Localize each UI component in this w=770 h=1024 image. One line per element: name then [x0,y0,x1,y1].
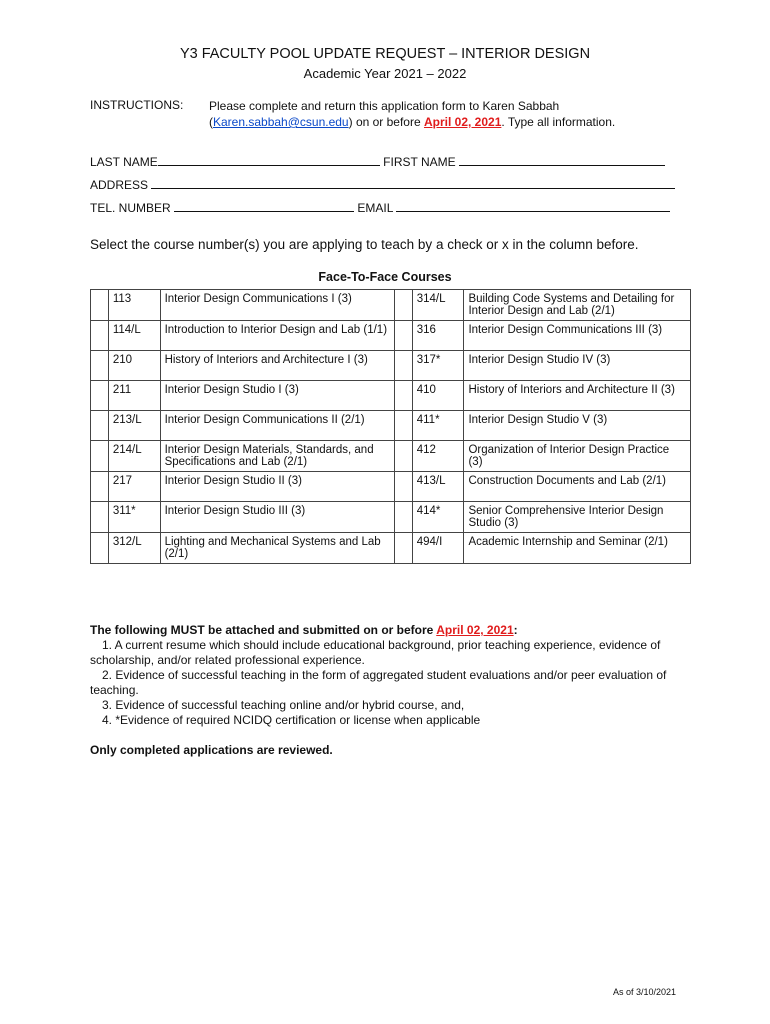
course-checkbox-left[interactable] [91,441,109,472]
name-fields-row [90,153,682,169]
form-title: Y3 FACULTY POOL UPDATE REQUEST – INTERIOR DESIGN [179,46,591,62]
address-row [90,176,682,192]
course-number: 411* [412,411,464,441]
first-name-label: FIRST NAME [383,155,456,169]
course-name: Interior Design Communications I (3) [160,290,394,321]
course-name: Academic Internship and Seminar (2/1) [464,533,691,564]
course-number: 413/L [412,472,464,502]
deadline-date: April 02, 2021 [423,115,502,129]
tel-field[interactable] [174,199,354,212]
email-label: EMAIL [357,201,393,215]
course-checkbox-left[interactable] [91,533,109,564]
table-row [91,472,691,502]
course-name: Interior Design Communications III (3) [464,321,691,351]
course-name: History of Interiors and Architecture I (3) [160,351,394,381]
course-name: Interior Design Studio III (3) [160,502,394,533]
course-number: 414* [412,502,464,533]
table-title: Face-To-Face Courses [318,270,452,284]
attachment-item: 4. *Evidence of required NCIDQ certification or license when applicable [102,713,481,727]
course-number: 312/L [108,533,160,564]
table-row [91,351,691,381]
course-checkbox-right[interactable] [394,533,412,564]
course-checkbox-left[interactable] [91,351,109,381]
last-name-label: LAST NAME [90,155,158,169]
course-number: 311* [108,502,160,533]
course-checkbox-right[interactable] [394,441,412,472]
address-label: ADDRESS [90,178,149,192]
course-number: 317* [412,351,464,381]
attachments-section [90,623,670,728]
course-checkbox-left[interactable] [91,411,109,441]
table-row [91,290,691,321]
course-name: Interior Design Studio IV (3) [464,351,691,381]
course-number: 217 [108,472,160,502]
course-checkbox-right[interactable] [394,472,412,502]
course-number: 214/L [108,441,160,472]
attachment-item: 2. Evidence of successful teaching in the form of aggregated student evaluations and/or peer evaluation of teaching. [90,668,667,697]
attachments-deadline: April 02, 2021 [436,623,514,637]
final-note: Only completed applications are reviewed. [90,743,333,757]
course-checkbox-right[interactable] [394,502,412,533]
tel-label: TEL. NUMBER [90,201,171,215]
course-number: 410 [412,381,464,411]
courses-table [90,289,691,564]
course-number: 211 [108,381,160,411]
course-name: Interior Design Studio I (3) [160,381,394,411]
course-name: Interior Design Studio V (3) [464,411,691,441]
table-row [91,381,691,411]
attachments-list [90,638,670,728]
selection-prompt: Select the course number(s) you are applying to teach by a check or x in the column before. [90,237,639,252]
course-name: Interior Design Communications II (2/1) [160,411,394,441]
course-checkbox-right[interactable] [394,290,412,321]
course-checkbox-left[interactable] [91,381,109,411]
course-checkbox-left[interactable] [91,321,109,351]
last-name-field[interactable] [158,153,380,166]
course-checkbox-left[interactable] [91,502,109,533]
table-row [91,321,691,351]
course-number: 113 [108,290,160,321]
course-name: Senior Comprehensive Interior Design Studio (3) [464,502,691,533]
instructions-line1: Please complete and return this application form to Karen Sabbah [209,99,560,113]
course-checkbox-left[interactable] [91,472,109,502]
course-number: 412 [412,441,464,472]
course-checkbox-right[interactable] [394,351,412,381]
course-name: Lighting and Mechanical Systems and Lab (2/1) [160,533,394,564]
course-checkbox-right[interactable] [394,321,412,351]
email-link[interactable]: Karen.sabbah@csun.edu [213,115,349,129]
email-field[interactable] [396,199,670,212]
address-field[interactable] [151,176,675,189]
course-checkbox-right[interactable] [394,411,412,441]
course-name: Construction Documents and Lab (2/1) [464,472,691,502]
academic-year: Academic Year 2021 – 2022 [303,66,467,81]
course-number: 114/L [108,321,160,351]
instructions-label: INSTRUCTIONS: [90,98,184,112]
course-number: 213/L [108,411,160,441]
course-number: 210 [108,351,160,381]
course-number: 316 [412,321,464,351]
course-name: Building Code Systems and Detailing for Interior Design and Lab (2/1) [464,290,691,321]
course-name: Interior Design Studio II (3) [160,472,394,502]
course-number: 314/L [412,290,464,321]
first-name-field[interactable] [459,153,665,166]
table-row [91,441,691,472]
instructions-text: Please complete and return this application form to Karen Sabbah (Karen.sabbah@csun.edu) on or before April 02, 2021. Type all information. [209,99,616,129]
attachment-item: 1. A current resume which should include educational background, prior teaching experience, evidence of scholarship, and/or related professional experience. [90,638,661,667]
course-checkbox-left[interactable] [91,290,109,321]
course-name: History of Interiors and Architecture II (3) [464,381,691,411]
table-row [91,533,691,564]
revision-date: As of 3/10/2021 [613,987,677,997]
table-row [91,502,691,533]
course-checkbox-right[interactable] [394,381,412,411]
course-name: Organization of Interior Design Practice (3) [464,441,691,472]
table-row [91,411,691,441]
contact-row [90,199,682,215]
course-name: Introduction to Interior Design and Lab (1/1) [160,321,394,351]
attachments-heading: The following MUST be attached and submitted on or before April 02, 2021: [90,623,518,637]
attachment-item: 3. Evidence of successful teaching online and/or hybrid course, and, [102,698,465,712]
course-number: 494/I [412,533,464,564]
course-name: Interior Design Materials, Standards, and Specifications and Lab (2/1) [160,441,394,472]
